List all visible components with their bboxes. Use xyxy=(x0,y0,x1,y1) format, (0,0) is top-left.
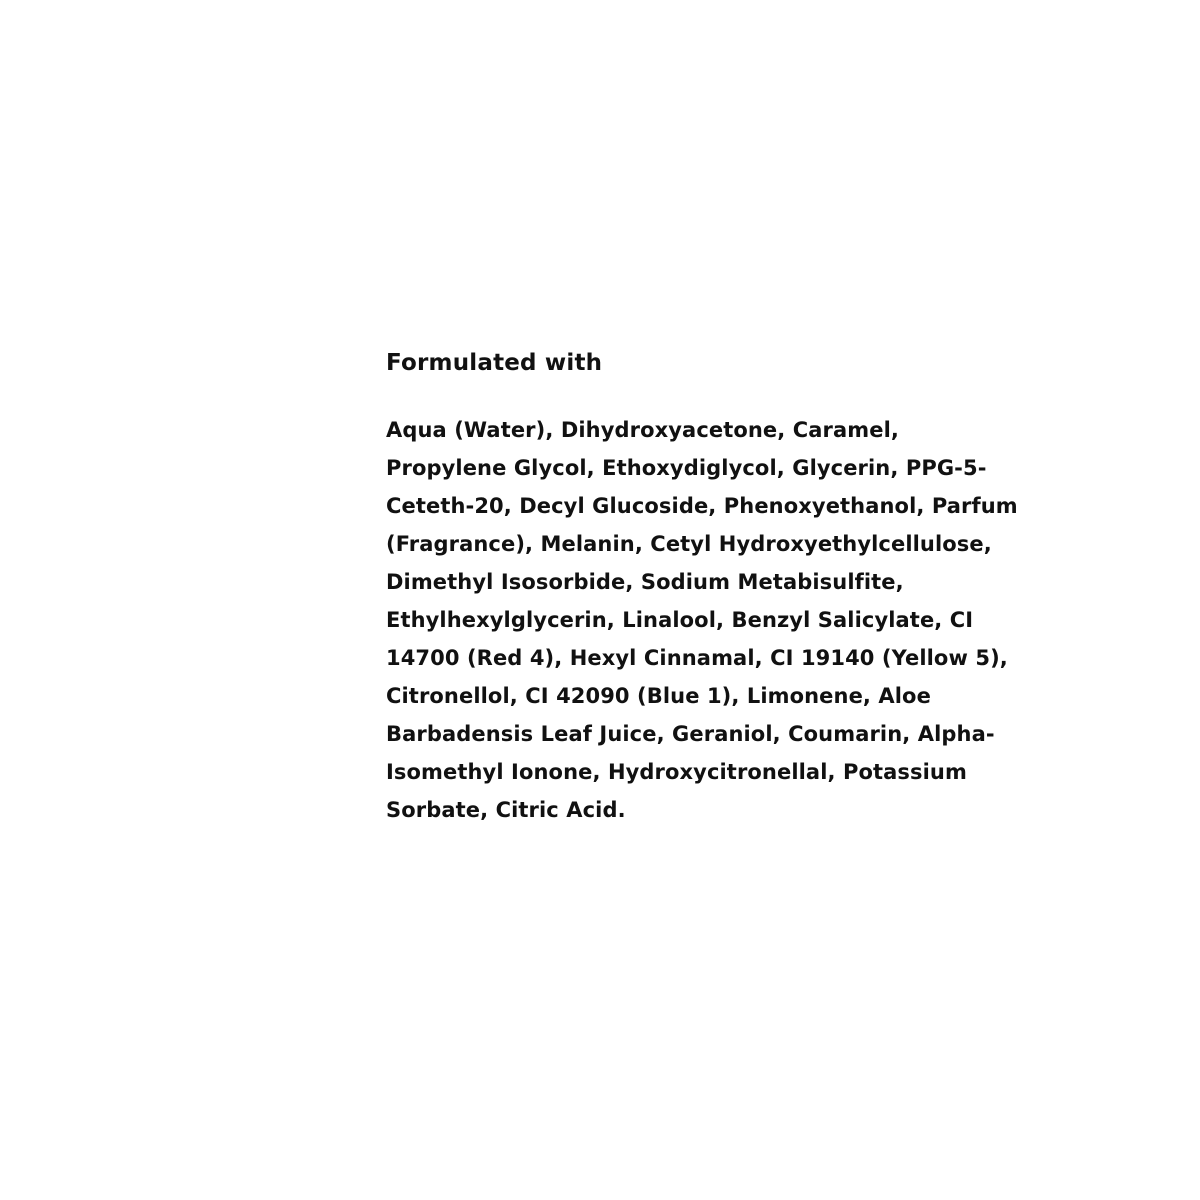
ingredient-line: Sorbate, Citric Acid. xyxy=(386,798,626,822)
ingredient-line: Barbadensis Leaf Juice, Geraniol, Coumarin, Alpha- xyxy=(386,722,995,746)
ingredient-line: Ethylhexylglycerin, Linalool, Benzyl Salicylate, CI xyxy=(386,608,974,632)
ingredients-panel xyxy=(386,346,1036,829)
ingredient-line: Aqua (Water), Dihydroxyacetone, Caramel, xyxy=(386,418,899,442)
ingredient-line: Ceteth-20, Decyl Glucoside, Phenoxyethanol, Parfum xyxy=(386,494,1018,518)
ingredients-list xyxy=(386,411,1036,829)
ingredients-heading: Formulated with xyxy=(386,350,603,376)
ingredient-line: 14700 (Red 4), Hexyl Cinnamal, CI 19140 (Yellow 5), xyxy=(386,646,1008,670)
ingredient-line: Citronellol, CI 42090 (Blue 1), Limonene, Aloe xyxy=(386,684,931,708)
ingredient-line: Dimethyl Isosorbide, Sodium Metabisulfite, xyxy=(386,570,904,594)
ingredient-line: Propylene Glycol, Ethoxydiglycol, Glycerin, PPG-5- xyxy=(386,456,987,480)
ingredient-line: Isomethyl Ionone, Hydroxycitronellal, Potassium xyxy=(386,760,967,784)
ingredient-line: (Fragrance), Melanin, Cetyl Hydroxyethylcellulose, xyxy=(386,532,992,556)
